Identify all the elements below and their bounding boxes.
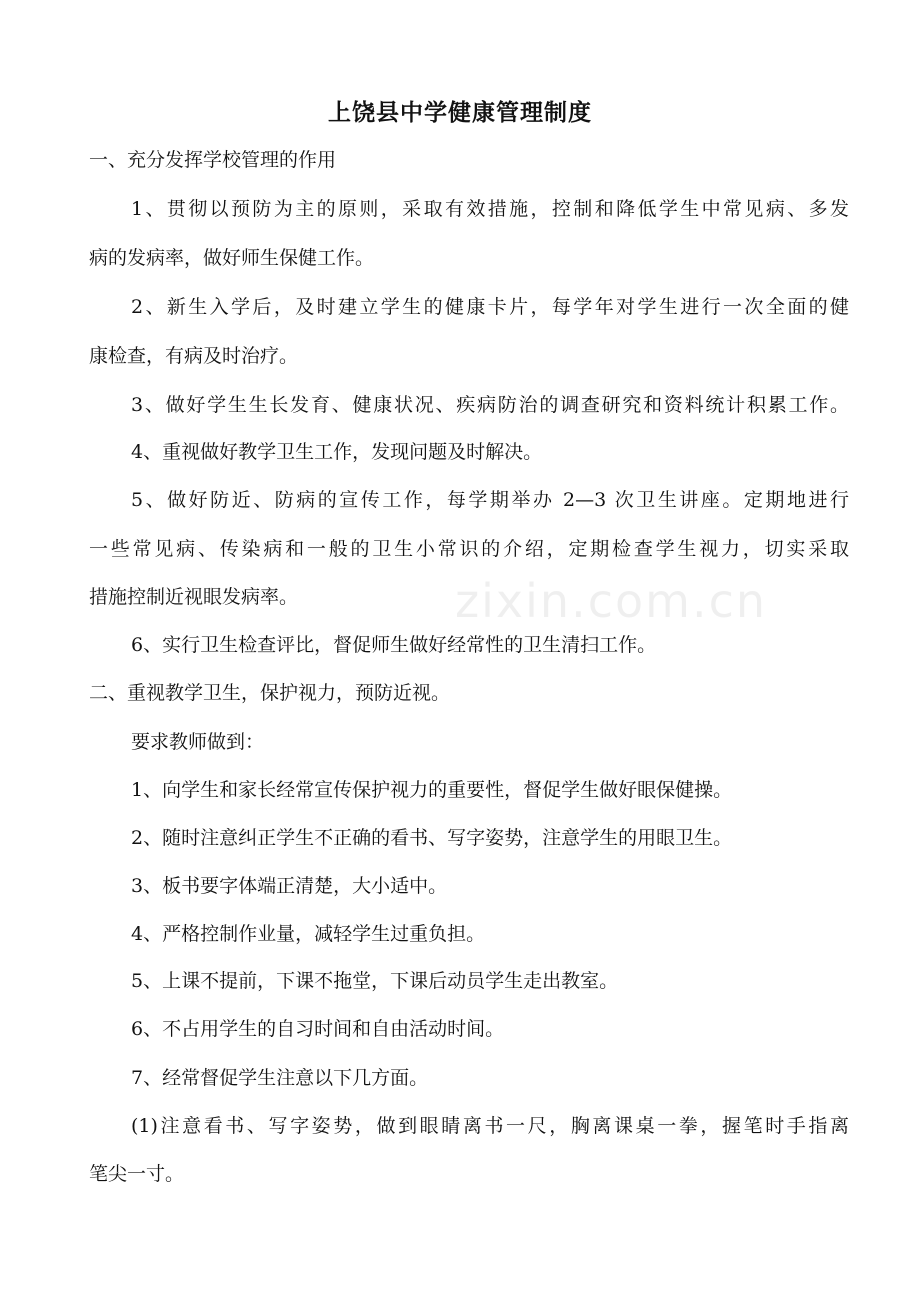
paragraph-line: 康检查，有病及时治疗。: [89, 345, 299, 367]
list-item: 7、经常督促学生注意以下几方面。: [131, 1067, 429, 1089]
list-item: 3、板书要字体端正清楚，大小适中。: [131, 875, 448, 897]
section-heading-2: 二、重视教学卫生，保护视力，预防近视。: [89, 682, 451, 704]
paragraph-line: 3、做好学生生长发育、健康状况、疾病防治的调查研究和资料统计积累工作。: [131, 394, 849, 416]
list-item: 4、严格控制作业量，减轻学生过重负担。: [131, 923, 486, 945]
paragraph-line: 5、做好防近、防病的宣传工作，每学期举办 2—3 次卫生讲座。定期地进行: [131, 489, 849, 511]
paragraph-line: 笔尖一寸。: [89, 1163, 185, 1185]
watermark: zixin.com.cn: [455, 574, 768, 628]
paragraph-line: 要求教师做到：: [131, 731, 265, 753]
paragraph-line: 6、实行卫生检查评比，督促师生做好经常性的卫生清扫工作。: [131, 634, 657, 656]
list-item: 2、随时注意纠正学生不正确的看书、写字姿势，注意学生的用眼卫生。: [131, 827, 733, 849]
paragraph-line: 一些常见病、传染病和一般的卫生小常识的介绍，定期检查学生视力，切实采取: [89, 538, 849, 560]
paragraph-line: 病的发病率，做好师生保健工作。: [89, 247, 375, 269]
section-heading-1: 一、充分发挥学校管理的作用: [89, 149, 337, 171]
list-item: 6、不占用学生的自习时间和自由活动时间。: [131, 1018, 505, 1040]
list-item: 5、上课不提前，下课不拖堂，下课后动员学生走出教室。: [131, 970, 619, 992]
paragraph-line: 1、贯彻以预防为主的原则，采取有效措施，控制和降低学生中常见病、多发: [131, 198, 849, 220]
list-item: 1、向学生和家长经常宣传保护视力的重要性，督促学生做好眼保健操。: [131, 779, 733, 801]
paragraph-line: 2、新生入学后，及时建立学生的健康卡片，每学年对学生进行一次全面的健: [131, 296, 849, 318]
document-title: 上饶县中学健康管理制度: [328, 100, 592, 126]
paragraph-line: 措施控制近视眼发病率。: [89, 586, 299, 608]
paragraph-line: 4、重视做好教学卫生工作，发现问题及时解决。: [131, 441, 543, 463]
paragraph-line: (1)注意看书、写字姿势，做到眼睛离书一尺，胸离课桌一拳，握笔时手指离: [131, 1115, 849, 1137]
